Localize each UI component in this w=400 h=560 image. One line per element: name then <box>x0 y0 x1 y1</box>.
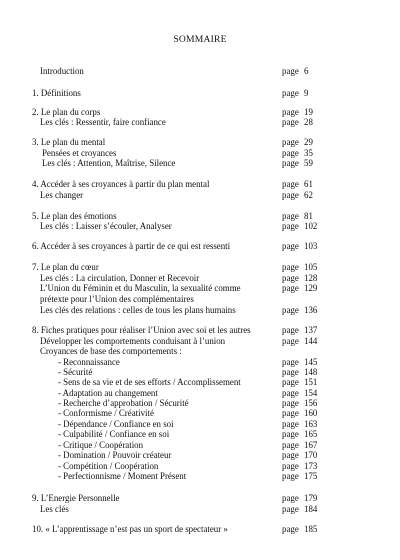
toc-page-number: 167 <box>304 440 318 450</box>
toc-entry <box>0 408 400 419</box>
toc-page-number: 156 <box>304 398 318 408</box>
toc-page-label: page <box>282 88 299 98</box>
toc-page-label: page <box>282 179 299 189</box>
toc-entry-title: 3. Le plan du mental <box>32 137 106 147</box>
toc-entry <box>0 504 400 515</box>
toc-page-number: 62 <box>304 190 313 200</box>
toc-page-number: 148 <box>304 367 318 377</box>
toc-page-number: 163 <box>304 419 318 429</box>
toc-entry-title: - Perfectionnisme / Moment Présent <box>58 471 187 481</box>
toc-entry-title: L’Union du Féminin et du Masculin, la sexualité comme <box>40 283 241 293</box>
toc-page-label: page <box>282 429 299 439</box>
toc-entry <box>0 179 400 190</box>
toc-entry <box>0 305 400 316</box>
toc-entry-title: 7. Le plan du cœur <box>32 262 99 272</box>
toc-entry <box>0 346 400 357</box>
toc-page-number: 184 <box>304 504 318 514</box>
toc-entry-title: 9. L’Energie Personnelle <box>32 493 120 503</box>
toc-entry-title: Les clés : La circulation, Donner et Recevoir <box>40 273 200 283</box>
toc-entry <box>0 294 400 305</box>
toc-page-label: page <box>282 367 299 377</box>
toc-entry-title: 2. Le plan du corps <box>32 107 101 117</box>
toc-page-number: 35 <box>304 148 313 158</box>
toc-page-number: 105 <box>304 262 318 272</box>
toc-page-label: page <box>282 283 299 293</box>
toc-page-label: page <box>282 398 299 408</box>
toc-entry <box>0 493 400 504</box>
toc-page-label: page <box>282 408 299 418</box>
toc-page-label: page <box>282 388 299 398</box>
toc-page-number: 128 <box>304 273 318 283</box>
toc-page-number: 160 <box>304 408 318 418</box>
toc-entry <box>0 524 400 535</box>
toc-entry-title: Croyances de base des comportements : <box>40 346 182 356</box>
toc-entry-title: Introduction <box>40 66 84 76</box>
toc-entry-title: 5. Le plan des émotions <box>32 211 117 221</box>
toc-entry <box>0 117 400 128</box>
toc-entry <box>0 190 400 201</box>
toc-page-label: page <box>282 377 299 387</box>
toc-page-number: 6 <box>304 66 309 76</box>
toc-entry-title: Développer les comportements conduisant à l’union <box>40 336 226 346</box>
toc-page-label: page <box>282 117 299 127</box>
toc-page-number: 151 <box>304 377 318 387</box>
toc-entry-title: Les clés : Laisser s’écouler, Analyser <box>40 221 172 231</box>
toc-entry <box>0 88 400 99</box>
toc-page-label: page <box>282 336 299 346</box>
toc-page-number: 173 <box>304 461 318 471</box>
toc-entry <box>0 283 400 294</box>
toc-entry <box>0 66 400 77</box>
toc-page-number: 165 <box>304 429 318 439</box>
toc-entry <box>0 137 400 148</box>
toc-entry-title: - Conformisme / Créativité <box>58 408 154 418</box>
toc-entry-title: - Sens de sa vie et de ses efforts / Accomplissement <box>58 377 241 387</box>
toc-entry <box>0 471 400 482</box>
toc-page-label: page <box>282 504 299 514</box>
toc-page-number: 29 <box>304 137 313 147</box>
toc-entry-title: - Dépendance / Confiance en soi <box>58 419 174 429</box>
toc-page-label: page <box>282 305 299 315</box>
toc-page-number: 59 <box>304 158 313 168</box>
toc-entry-title: 4. Accéder à ses croyances à partir du plan mental <box>32 179 210 189</box>
toc-page-number: 185 <box>304 524 318 534</box>
toc-entry <box>0 221 400 232</box>
toc-page-number: 81 <box>304 211 313 221</box>
toc-page-number: 170 <box>304 450 318 460</box>
toc-page-label: page <box>282 450 299 460</box>
toc-page-label: page <box>282 158 299 168</box>
toc-entry <box>0 450 400 461</box>
toc-entry <box>0 262 400 273</box>
toc-page-number: 179 <box>304 493 318 503</box>
toc-page-label: page <box>282 357 299 367</box>
toc-entry <box>0 325 400 336</box>
toc-page-number: 102 <box>304 221 318 231</box>
toc-entry-title: Les clés : Ressentir, faire confiance <box>40 117 166 127</box>
toc-page-label: page <box>282 137 299 147</box>
toc-entry <box>0 241 400 252</box>
page-title: SOMMAIRE <box>173 34 227 45</box>
toc-entry <box>0 377 400 388</box>
toc-page-number: 175 <box>304 471 318 481</box>
toc-page-number: 19 <box>304 107 313 117</box>
toc-entry-title: 6. Accéder à ses croyances à partir de ce qui est ressenti <box>32 241 231 251</box>
toc-page-number: 154 <box>304 388 318 398</box>
toc-entry-title: - Adaptation au changement <box>58 388 158 398</box>
toc-page-label: page <box>282 524 299 534</box>
toc-page-label: page <box>282 66 299 76</box>
toc-entry-title: - Compétition / Coopération <box>58 461 159 471</box>
toc-page-label: page <box>282 471 299 481</box>
toc-page-label: page <box>282 148 299 158</box>
toc-page-number: 144 <box>304 336 318 346</box>
toc-page-label: page <box>282 273 299 283</box>
toc-entry-title: prétexte pour l’Union des complémentaires <box>40 294 194 304</box>
toc-page-number: 9 <box>304 88 309 98</box>
toc-page-number: 137 <box>304 325 318 335</box>
toc-page-label: page <box>282 241 299 251</box>
toc-page-label: page <box>282 325 299 335</box>
toc-page-label: page <box>282 419 299 429</box>
toc-entry-title: 10. « L’apprentissage n’est pas un sport de spectateur » <box>32 524 228 534</box>
toc-page-label: page <box>282 211 299 221</box>
toc-page-number: 28 <box>304 117 313 127</box>
toc-entry-title: Pensées et croyances <box>42 148 117 158</box>
toc-page-label: page <box>282 440 299 450</box>
toc-page-label: page <box>282 461 299 471</box>
toc-page-label: page <box>282 262 299 272</box>
toc-page-number: 103 <box>304 241 318 251</box>
toc-page-label: page <box>282 107 299 117</box>
toc-entry-title: Les clés des relations : celles de tous les plans humains <box>40 305 236 315</box>
toc-entry-title: - Critique / Coopération <box>58 440 144 450</box>
toc-page-number: 145 <box>304 357 318 367</box>
toc-page-label: page <box>282 190 299 200</box>
toc-entry-title: - Recherche d’approbation / Sécurité <box>58 398 189 408</box>
toc-entry-title: - Sécurité <box>58 367 93 377</box>
toc-entry-title: Les clés : Attention, Maîtrise, Silence <box>42 158 176 168</box>
toc-entry-title: - Domination / Pouvoir créateur <box>58 450 172 460</box>
toc-page-label: page <box>282 221 299 231</box>
toc-page-number: 129 <box>304 283 318 293</box>
toc-entry-title: Les clés <box>40 504 69 514</box>
toc-entry <box>0 429 400 440</box>
toc-page-label: page <box>282 493 299 503</box>
toc-page-number: 61 <box>304 179 313 189</box>
toc-entry-title: - Reconnaissance <box>58 357 120 367</box>
toc-entry-title: - Culpabilité / Confiance en soi <box>58 429 170 439</box>
toc-entry-title: 1. Définitions <box>32 88 81 98</box>
toc-entry-title: 8. Fiches pratiques pour réaliser l’Union avec soi et les autres <box>32 325 251 335</box>
toc-page-number: 136 <box>304 305 318 315</box>
toc-entry <box>0 158 400 169</box>
toc-entry-title: Les changer <box>40 190 84 200</box>
